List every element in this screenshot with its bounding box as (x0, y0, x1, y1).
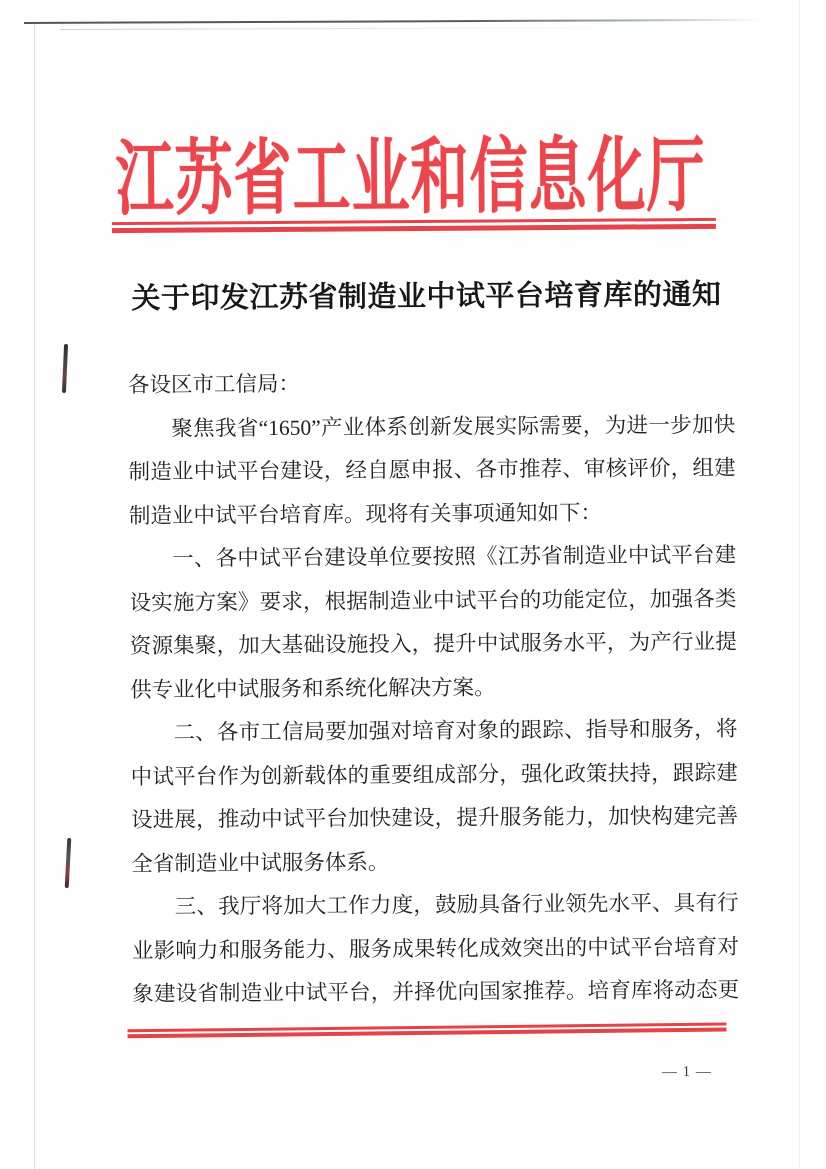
footer-double-rule (127, 1023, 726, 1039)
body-line: 资源集聚，加大基础设施投入，提升中试服务水平，为产行业提 (129, 629, 737, 658)
body-line: 二、各市工信局要加强对培育对象的跟踪、指导和服务，将 (173, 716, 738, 745)
body-line: 制造业中试平台培育库。现将有关事项通知如下： (128, 500, 603, 528)
body-line: 聚焦我省“1650”产业体系创新发展实际需要，为进一步加快 (171, 412, 736, 441)
body-line: 象建设省制造业中试平台，并择优向国家推荐。培育库将动态更 (132, 977, 740, 1006)
body-line: 设实施方案》要求，根据制造业中试平台的功能定位，加强各类 (129, 586, 737, 615)
body-line: 全省制造业中试服务体系。 (131, 849, 390, 876)
body-line: 设进展，推动中试平台加快建设，提升服务能力，加快构建完善 (130, 803, 739, 832)
body-line: 三、我厅将加大工作力度，鼓励具备行业领先水平、具有行 (174, 890, 739, 919)
agency-name: 江苏省工业和信息化厅 (115, 129, 706, 227)
body-line: 制造业中试平台建设，经自愿申报、各市推荐、审核评价，组建 (128, 455, 736, 484)
body-line: 业影响力和服务能力、服务成果转化成效突出的中试平台培育对 (131, 934, 740, 963)
page-number: — 1 — (661, 1063, 712, 1081)
body-line: 供专业化中试服务和系统化解决方案。 (130, 674, 496, 702)
body-line: 中试平台作为创新载体的重要组成部分，强化政策扶持，跟踪建 (130, 760, 738, 789)
document-title: 关于印发江苏省制造业中试平台培育库的通知 (131, 278, 722, 315)
letterhead (0, 124, 824, 227)
body-line-salutation: 各设区市工信局： (127, 371, 301, 397)
document-body (128, 360, 740, 1017)
body-line: 一、各中试平台建设单位要按照《江苏省制造业中试平台建 (172, 542, 737, 571)
